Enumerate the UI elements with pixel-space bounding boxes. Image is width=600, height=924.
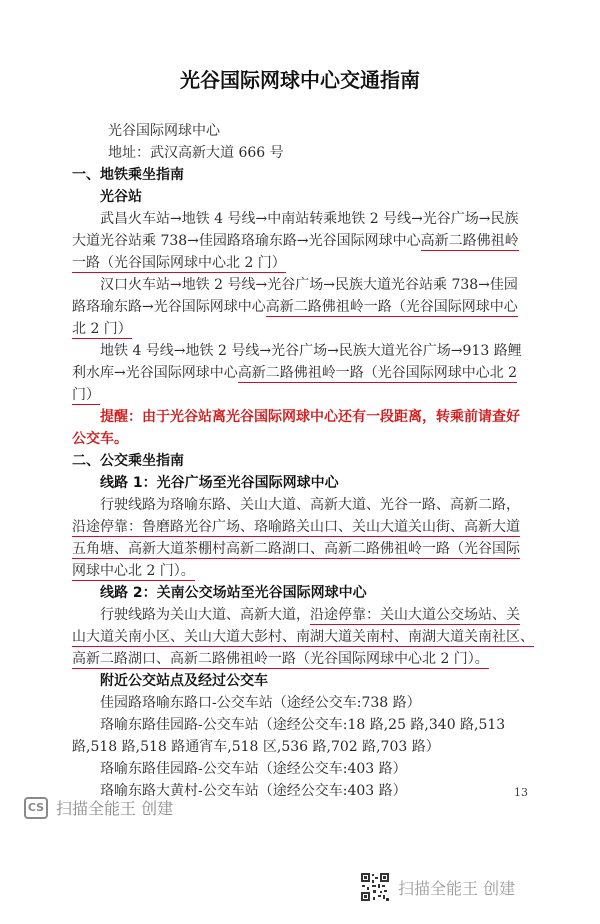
bus-route1-line4 [72,560,195,582]
metro-route2-line2 [72,296,518,318]
metro-route3-line1: 地铁 4 号线→地铁 2 号线→光谷广场→民族大道光谷广场→913 路鲤 [100,343,522,359]
bus-route1-line2 [72,516,520,538]
nearby-stop-2-line1: 珞喻东路佳园路-公交车站（途经公交车:18 路,25 路,340 路,513 [100,717,506,733]
bus-route2-stops-1: 山大道关南小区、关山大道大彭村、南湖大道关南村、南湖大道关南社区、 [72,629,534,645]
metro-route2-destination: 高新二路佛祖岭一路（光谷国际网球中心 [265,299,518,315]
bus-route2-line2 [72,626,534,648]
footer-watermark [360,872,515,902]
nearby-stop-1: 佳园路珞喻东路口-公交车站（途经公交车:738 路） [100,695,421,711]
metro-route1-line2-text: 大道光谷站乘 738→佳园路珞瑜东路→光谷国际网球中心 [72,233,421,249]
metro-route3-line3 [72,384,100,406]
bus-route2-line1 [100,604,520,626]
metro-route3-destination: 高新二路佛祖岭一路（光谷国际网球中心北 2 [237,365,518,381]
watermark-text: 扫描全能王 创建 [56,799,174,818]
metro-route1-line3 [72,252,286,274]
metro-route2-destination-end: 北 2 门） [72,321,132,337]
bus-route2-line1-text: 行驶线路为关山大道、高新大道， [100,607,310,623]
bus-route1-stops-2: 五角塘、高新大道茶棚村高新二路湖口、高新二路佛祖岭一路（光谷国际 [72,541,520,557]
metro-route2-line3 [72,318,132,340]
metro-notice-line2: 公交车。 [72,431,128,447]
bus-route1-stops-3: 网球中心北 2 门）。 [72,563,195,579]
venue-address: 地址：武汉高新大道 666 号 [108,145,284,161]
metro-route1-destination: 高新二路佛祖岭 [420,233,519,249]
qr-code-icon [360,872,390,902]
bus-route1-line3 [72,538,520,560]
metro-notice-line1: 提醒：由于光谷站离光谷国际网球中心还有一段距离，转乘前请查好 [100,409,520,425]
bus-route2-stops-start: 沿途停靠：关山大道公交场站、关 [310,607,520,623]
bus-route1-title: 线路 1：光谷广场至光谷国际网球中心 [100,475,339,491]
metro-route2-line2-text: 路珞瑜东路→光谷国际网球中心 [72,299,266,315]
metro-route2-line1: 汉口火车站→地铁 2 号线→光谷广场→民族大道光谷站乘 738→佳园 [100,277,518,293]
bus-route2-line3 [72,648,489,670]
bus-route2-title: 线路 2：关南公交场站至光谷国际网球中心 [100,585,367,601]
metro-route3-line2-text: 利水库→光谷国际网球中心 [72,365,238,381]
page-number: 13 [514,786,528,799]
camscanner-logo-icon: CS [24,797,48,819]
metro-route3-destination-end: 门） [72,387,100,403]
metro-route1-line2 [72,230,519,252]
nearby-stop-2-line2: 路,518 路,518 路通宵车,518 区,536 路,702 路,703 路） [72,739,440,755]
metro-heading: 一、地铁乘坐指南 [72,167,184,183]
metro-station: 光谷站 [100,189,142,205]
bus-route2-stops-2: 高新二路湖口、高新二路佛祖岭一路（光谷国际网球中心北 2 门）。 [72,651,489,667]
bus-heading: 二、公交乘坐指南 [72,453,184,469]
venue-name: 光谷国际网球中心 [108,123,220,139]
camscanner-watermark [24,796,173,819]
page-title: 光谷国际网球中心交通指南 [180,68,420,92]
footer-watermark-text: 扫描全能王 创建 [398,878,516,898]
bus-route1-line1: 行驶线路为珞喻东路、关山大道、高新大道、光谷一路、高新二路， [100,497,520,513]
nearby-stops-title: 附近公交站点及经过公交车 [100,673,268,689]
metro-route1-destination-end: 一路（光谷国际网球中心北 2 门） [72,255,286,271]
metro-route3-line2 [72,362,517,384]
metro-route1-line1: 武昌火车站→地铁 4 号线→中南站转乘地铁 2 号线→光谷广场→民族 [100,211,519,227]
nearby-stop-4: 珞喻东路大黄村-公交车站（途经公交车:403 路） [100,783,407,799]
nearby-stop-3: 珞喻东路佳园路-公交车站（途经公交车:403 路） [100,761,407,777]
bus-route1-stops-1: 沿途停靠：鲁磨路光谷广场、珞喻路关山口、关山大道关山街、高新大道 [72,519,520,535]
